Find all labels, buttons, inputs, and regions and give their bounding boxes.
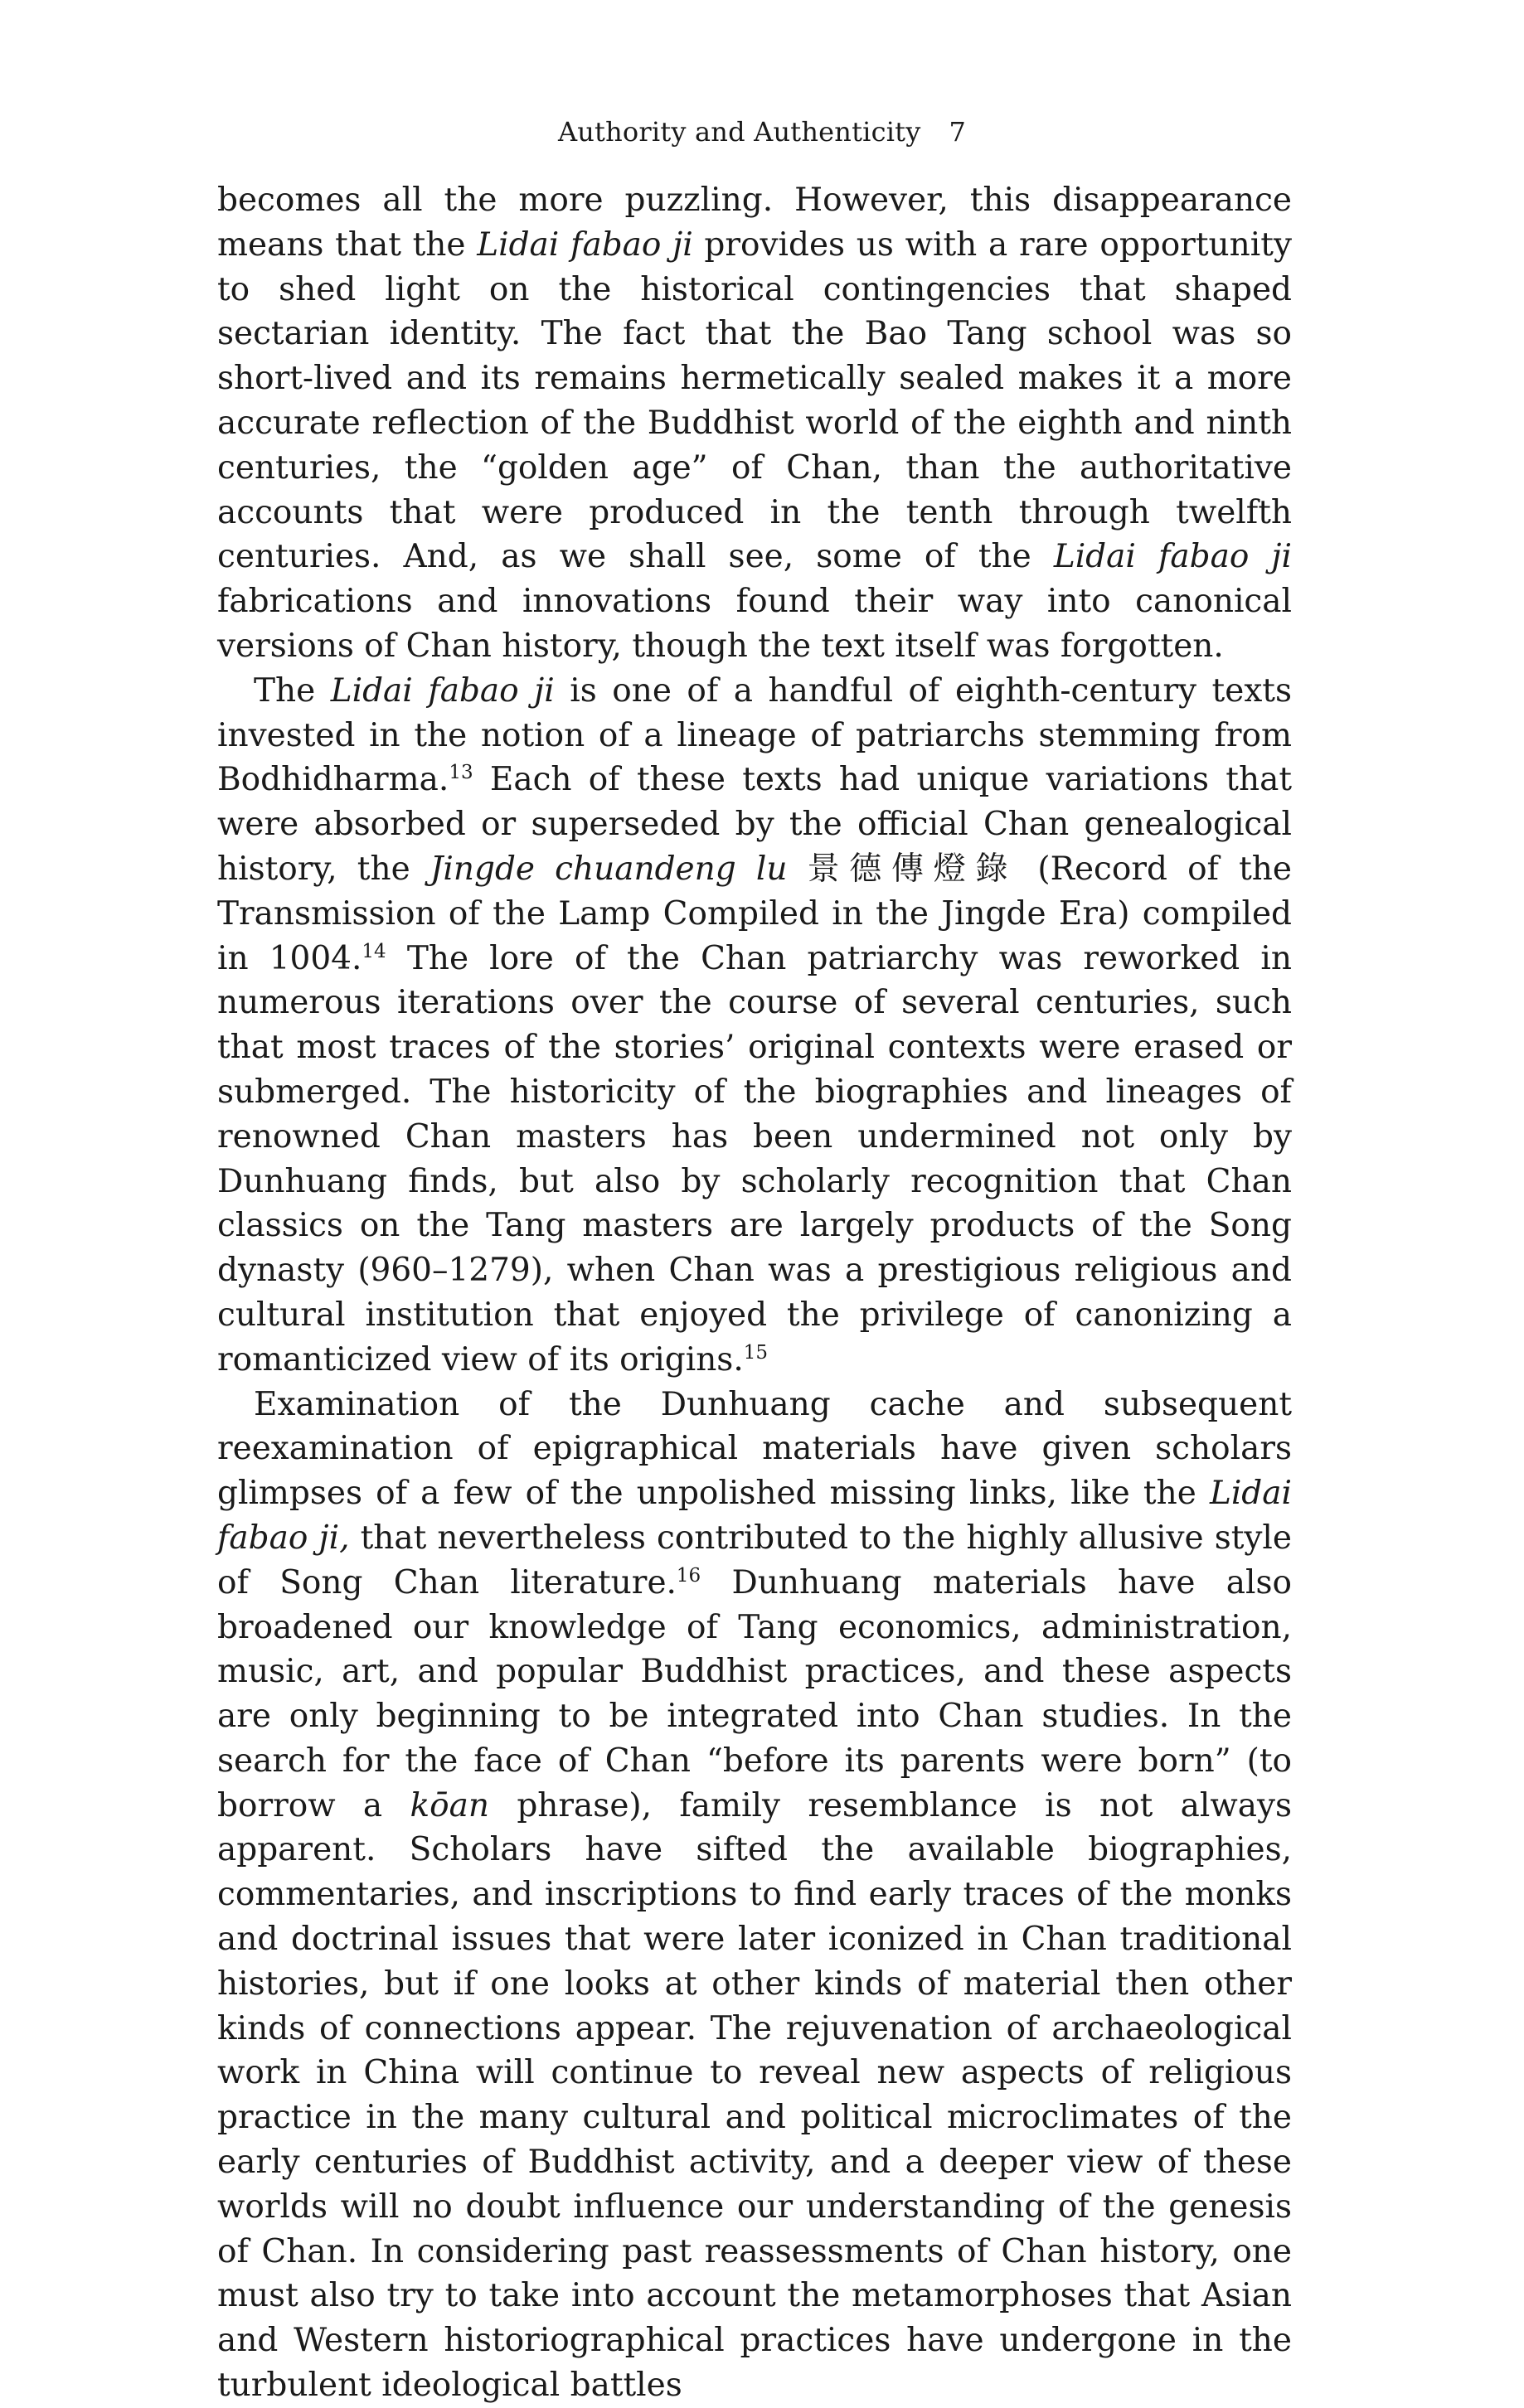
text-run: The lore of the Chan patriarchy was reworked in numerous iterations over the course of several centuries, such that most traces of the stories’ original contexts were erased or submerged. The historicity of the biographies and lineages of renowned Chan masters has been undermined not only by Dunhuang finds, but also by scholarly recognition that Chan classics on the Tang masters are largely products of the Song dynasty (960–1279), when Chan was a prestigious religious and cultural institution that enjoyed the privilege of canonizing a romanticized view of its origins. — [217, 939, 1293, 1378]
running-title: Authority and Authenticity — [557, 116, 921, 148]
paragraph-3 — [217, 1383, 1292, 2408]
text-run: fabrications and innovations found their way into canonical versions of Chan history, though the text itself was forgotten. — [217, 583, 1292, 665]
text-run: 景德傳燈錄 (Record of the Transmission of the Lamp Compiled in the Jingde Era) compiled in 1004. — [217, 850, 1292, 977]
italic-term: kōan — [410, 1786, 489, 1824]
body-text — [217, 178, 1292, 2408]
text-run: that nevertheless contributed to the highly allusive style of Song Chan literature. — [217, 1519, 1292, 1601]
footnote-ref: 16 — [676, 1564, 701, 1587]
italic-title: Lidai fabao ji — [330, 671, 555, 710]
italic-title: Lidai fabao ji — [1053, 538, 1292, 576]
footnote-ref: 13 — [449, 762, 473, 784]
italic-title: Lidai fabao ji, — [217, 1475, 1292, 1557]
text-run: phrase), family resemblance is not always apparent. Scholars have sifted the available biographies, commentaries, and inscriptions to find early traces of the monks and doctrinal issues that were later iconized in Chan traditional histories, but if one looks at other kinds of material then other kinds of connections appear. The rejuvenation of archaeological work in China will continue to reveal new aspects of religious practice in the many cultural and political microclimates of the early centuries of Buddhist activity, and a deeper view of these worlds will no doubt influence our understanding of the genesis of Chan. In considering past reassessments of Chan history, one must also try to take into account the metamorphoses that Asian and Western historiographical practices have undergone in the turbulent ideological battles — [217, 1786, 1293, 2405]
footnote-ref: 14 — [362, 940, 386, 962]
paragraph-2 — [217, 669, 1292, 1383]
paragraph-1 — [217, 178, 1292, 669]
footnote-ref: 15 — [743, 1341, 769, 1364]
italic-title: Lidai fabao ji — [477, 225, 693, 264]
text-run: The — [254, 671, 331, 710]
text-run: is one of a handful of eighth-century texts invested in the notion of a lineage of patriarchs stemming from Bodhidharma. — [217, 671, 1292, 799]
running-head — [0, 116, 1524, 148]
text-run: becomes all the more puzzling. However, this disappearance means that the — [217, 182, 1292, 264]
text-run: Each of these texts had unique variations that were absorbed or superseded by the official Chan genealogical history, the — [217, 761, 1292, 888]
text-run: provides us with a rare opportunity to shed light on the historical contingencies that shaped sectarian identity. The fact that the Bao Tang school was so short-lived and its remains hermetically sealed makes it a more accurate reflection of the Buddhist world of the eighth and ninth centuries, the “golden age” of Chan, than the authoritative accounts that were produced in the tenth through twelfth centuries. And, as we shall see, some of the — [217, 225, 1292, 576]
text-run: Examination of the Dunhuang cache and subsequent reexamination of epigraphical materials have given scholars glimpses of a few of the unpolished missing links, like the — [217, 1385, 1292, 1513]
page-number: 7 — [949, 116, 967, 148]
text-run: Dunhuang materials have also broadened our knowledge of Tang economics, administration, music, art, and popular Buddhist practices, and these aspects are only beginning to be integrated into Chan studies. In the search for the face of Chan “before its parents were born” (to borrow a — [217, 1563, 1293, 1824]
italic-title: Jingde chuandeng lu — [430, 850, 788, 888]
